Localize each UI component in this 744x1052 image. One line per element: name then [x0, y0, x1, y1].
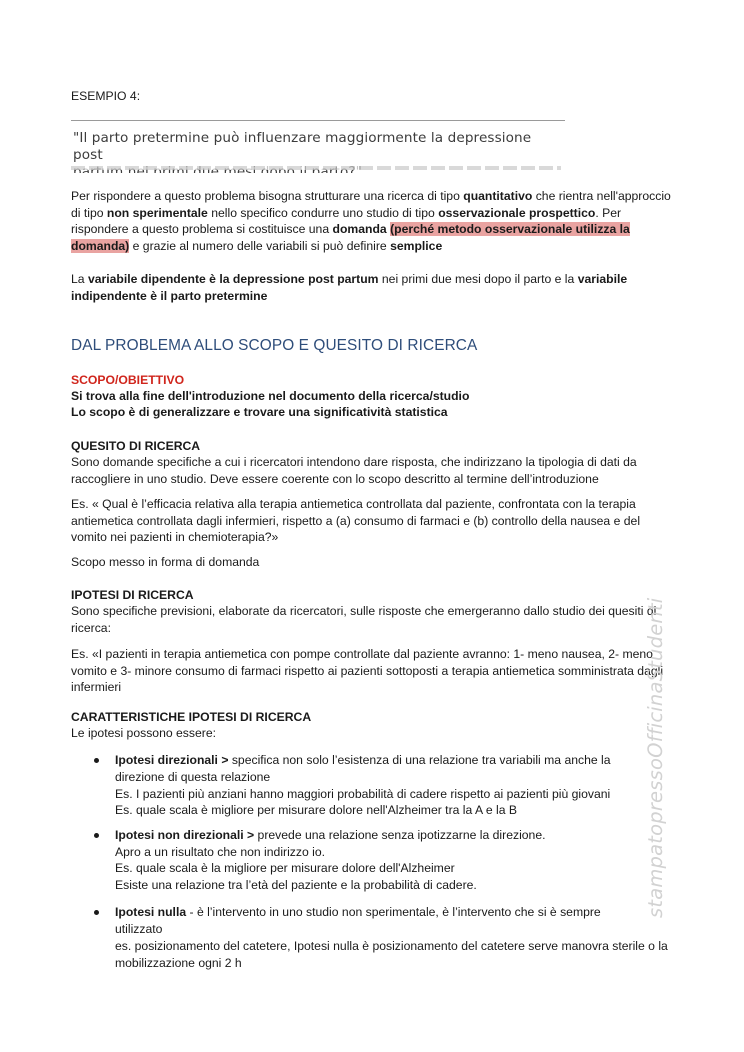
caratteristiche-intro: Le ipotesi possono essere: [71, 726, 216, 740]
highlighted-text: (perché metodo osservazionale utilizza la domanda) [71, 222, 630, 253]
text: nei primi due mesi dopo il parto e la [378, 272, 578, 286]
bold-text: variabile dipendente è la depressione post partum [87, 272, 379, 286]
bullet-text: - è l’intervento in uno studio non sperimentale, è l’intervento che si è sempre utilizzato [115, 905, 601, 936]
bold-text: domanda [332, 222, 387, 237]
bullet-non-directional [115, 827, 655, 844]
bullet-example: Apro a un risultato che non indirizzo io. [115, 845, 326, 859]
quote-image [71, 120, 565, 173]
quesito-note: Scopo messo in forma di domanda [71, 555, 260, 569]
bullet-text: prevede una relazione senza ipotizzarne la direzione. [254, 828, 546, 842]
text: La [71, 272, 88, 286]
bullet-directional [115, 752, 635, 785]
text: e grazie al numero delle variabili si può definire [129, 238, 391, 253]
watermark: stampatopressoOfficinaStudenti [644, 597, 667, 918]
example-label: ESEMPIO 4: [71, 89, 141, 103]
text: Per rispondere a questo problema bisogna strutturare una ricerca di tipo [71, 189, 464, 203]
quesito-body: Sono domande specifiche a cui i ricercatori intendono dare risposta, che indirizzano la tipologia di dati da raccogliere in uno studio. Deve essere coerente con lo scopo descritto al termine dell’introduzione [71, 455, 637, 486]
bullet-example: Es. quale scala è la migliore per misurare dolore dell'Alzheimer [115, 861, 455, 875]
quote-cropped-edge [71, 166, 561, 170]
paragraph-research-type [71, 188, 675, 254]
bullet-title: Ipotesi nulla [115, 905, 187, 919]
ipotesi-example: Es. «I pazienti in terapia antiemetica con pompe controllate dal paziente avranno: 1- meno nausea, 2- meno vomito e 3- minore consumo di farmaci rispetto ai pazienti sottoposti a terapia antiemetica somministrata dagli infermieri [71, 647, 664, 695]
bullet-dot [94, 910, 99, 915]
section-title: DAL PROBLEMA ALLO SCOPO E QUESITO DI RICERCA [71, 337, 478, 354]
scopo-line-2: Lo scopo è di generalizzare e trovare una significatività statistica [71, 405, 448, 419]
bullet-title: Ipotesi direzionali > [115, 753, 229, 767]
ipotesi-heading: IPOTESI DI RICERCA [71, 588, 194, 602]
bullet-dot [94, 833, 99, 838]
bullet-example: Es. I pazienti più anziani hanno maggiori probabilità di cadere rispetto ai pazienti più giovani [115, 787, 611, 801]
bullet-example: Esiste una relazione tra l’età del paziente e la probabilità di cadere. [115, 878, 477, 892]
ipotesi-body: Sono specifiche previsioni, elaborate da ricercatori, sulle risposte che emergeranno dallo studio dei quesiti di ricerca: [71, 604, 657, 635]
bullet-title: Ipotesi non direzionali > [115, 828, 255, 842]
bullet-null [115, 904, 635, 937]
text: nello specifico condurre uno studio di tipo [207, 205, 439, 220]
quesito-heading: QUESITO DI RICERCA [71, 439, 201, 453]
scopo-line-1: Si trova alla fine dell'introduzione nel documento della ricerca/studio [71, 389, 470, 403]
text: che rientra nell'approccio di tipo [71, 189, 671, 220]
bullet-example: Es. quale scala è migliore per misurare dolore nell'Alzheimer tra la A e la B [115, 803, 517, 817]
bullet-text: specifica non solo l’esistenza di una relazione tra variabili ma anche la direzione di questa relazione [115, 753, 611, 784]
bold-text: quantitativo [463, 189, 533, 203]
caratteristiche-heading: CARATTERISTICHE IPOTESI DI RICERCA [71, 710, 312, 724]
quote-line-1: "Il parto pretermine può influenzare maggiormente la depressione post [73, 130, 532, 163]
bullet-dot [94, 758, 99, 763]
text: . Per rispondere a questo problema si costituisce una [71, 205, 622, 237]
bold-text: variabile indipendente è il parto pretermine [71, 272, 628, 303]
bold-text: non sperimentale [106, 205, 208, 220]
bullet-example: es. posizionamento del catetere, Ipotesi nulla è posizionamento del catetere serve manovra sterile o la mobilizzazione ogni 2 h [115, 939, 668, 970]
bold-text: semplice [390, 238, 443, 253]
quesito-example: Es. « Qual è l’efficacia relativa alla terapia antiemetica controllata dal paziente, confrontata con la terapia antiemetica controllata dagli infermieri, rispetto a (a) consumo di farmaci e (b) controllo della nausea e del vomito nei pazienti in chemioterapia?» [71, 497, 641, 545]
scopo-heading: SCOPO/OBIETTIVO [71, 373, 185, 387]
paragraph-variables [71, 271, 671, 304]
bold-text: osservazionale prospettico [438, 205, 596, 220]
